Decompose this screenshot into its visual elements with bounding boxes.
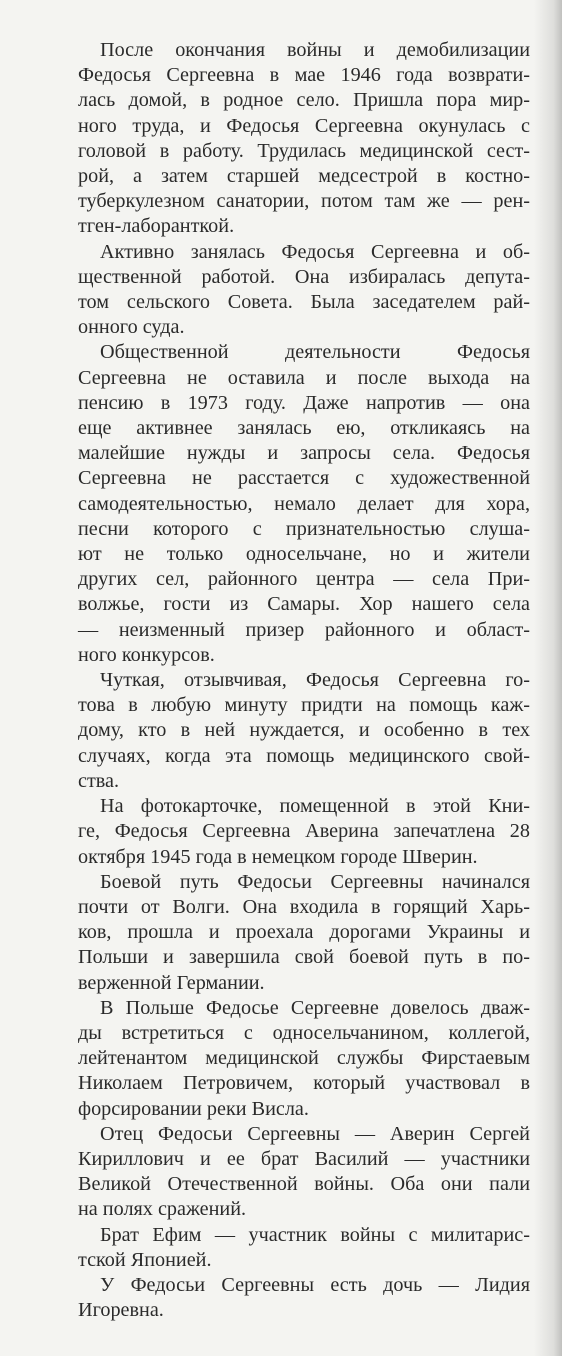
paragraph bbox=[78, 668, 530, 794]
text-line: онного суда. bbox=[78, 316, 185, 339]
paragraph bbox=[78, 870, 530, 996]
body-text bbox=[78, 38, 530, 1323]
text-line: На фотокарточке, помещенной в этой Кни- bbox=[100, 795, 530, 818]
text-line: — неизменный призер районного и област- bbox=[78, 618, 530, 641]
text-line: Боевой путь Федосьи Сергеевны начинался bbox=[100, 870, 530, 893]
text-line: Активно занялась Федосья Сергеевна и об- bbox=[100, 240, 530, 263]
paragraph bbox=[78, 1223, 530, 1273]
text-line: малейшие нужды и запросы села. Федосья bbox=[78, 442, 530, 465]
text-line: других сел, районного центра — села При- bbox=[78, 568, 530, 591]
text-line: Чуткая, отзывчивая, Федосья Сергеевна го- bbox=[100, 669, 530, 692]
text-line: това в любую минуту придти на помощь каж- bbox=[78, 694, 530, 717]
text-line: ге, Федосья Сергеевна Аверина запечатлена 28 bbox=[78, 820, 530, 843]
text-line: дому, кто в ней нуждается, и особенно в тех bbox=[78, 719, 530, 742]
text-line: ды встретиться с односельчанином, коллегой, bbox=[78, 1021, 530, 1044]
text-line: Сергеевна не расстается с художественной bbox=[78, 467, 530, 490]
text-line: головой в работу. Трудилась медицинской сест- bbox=[78, 139, 530, 162]
text-line: тген-лаборанткой. bbox=[78, 215, 235, 238]
text-line: том сельского Совета. Была заседателем рай- bbox=[78, 291, 530, 314]
text-line: Отец Федосьи Сергеевны — Аверин Сергей bbox=[100, 1122, 530, 1145]
text-line: ства. bbox=[78, 769, 120, 792]
text-line: Кириллович и ее брат Василий — участники bbox=[78, 1147, 530, 1170]
text-line: туберкулезном санатории, потом там же — рен- bbox=[78, 190, 530, 213]
paragraph bbox=[78, 38, 530, 240]
text-line: Федосья Сергеевна в мае 1946 года возврати- bbox=[78, 64, 530, 87]
text-line: Брат Ефим — участник войны с милитарис- bbox=[100, 1223, 530, 1246]
text-line: Николаем Петровичем, который участвовал в bbox=[78, 1072, 530, 1095]
text-line: на полях сражений. bbox=[78, 1198, 247, 1221]
text-line: После окончания войны и демобилизации bbox=[100, 39, 530, 61]
text-line: октября 1945 года в немецком городе Шверин. bbox=[78, 845, 478, 868]
paragraph bbox=[78, 794, 530, 870]
text-line: случаях, когда эта помощь медицинского свой- bbox=[78, 744, 530, 767]
paragraph bbox=[78, 1273, 530, 1323]
text-line: У Федосьи Сергеевны есть дочь — Лидия bbox=[100, 1273, 530, 1296]
paragraph bbox=[78, 340, 530, 668]
text-line: щественной работой. Она избиралась депута- bbox=[78, 265, 530, 288]
text-line: Общественной деятельности Федосья bbox=[100, 341, 530, 364]
text-line: рой, а затем старшей медсестрой в костно- bbox=[78, 165, 530, 188]
text-line: лейтенантом медицинской службы Фирстаевым bbox=[78, 1047, 530, 1070]
text-line: Великой Отечественной войны. Оба они пали bbox=[78, 1173, 530, 1196]
text-line: верженной Германии. bbox=[78, 971, 265, 994]
text-line: ного конкурсов. bbox=[78, 643, 215, 666]
text-line: пенсию в 1973 году. Даже напротив — она bbox=[78, 391, 530, 414]
text-line: самодеятельностью, немало делает для хора, bbox=[78, 492, 530, 515]
text-line: почти от Волги. Она входила в горящий Харь- bbox=[78, 895, 530, 918]
text-line: Игоревна. bbox=[78, 1299, 164, 1322]
text-line: ют не только односельчане, но и жители bbox=[78, 543, 530, 566]
paragraph bbox=[78, 996, 530, 1122]
text-line: В Польше Федосье Сергеевне довелось дваж- bbox=[100, 996, 530, 1019]
text-line: ков, прошла и проехала дорогами Украины и bbox=[78, 921, 530, 944]
text-line: лась домой, в родное село. Пришла пора мир- bbox=[78, 89, 530, 112]
text-line: Сергеевна не оставила и после выхода на bbox=[78, 366, 530, 389]
text-line: Польши и завершила свой боевой путь в по- bbox=[78, 946, 530, 969]
text-line: волжье, гости из Самары. Хор нашего села bbox=[78, 593, 530, 616]
text-line: тской Японией. bbox=[78, 1248, 212, 1271]
paragraph bbox=[78, 240, 530, 341]
text-line: еще активнее занялась ею, откликаясь на bbox=[78, 417, 530, 440]
text-line: форсировании реки Висла. bbox=[78, 1097, 309, 1120]
paragraph bbox=[78, 1122, 530, 1223]
page-edge-shadow bbox=[534, 0, 562, 1356]
text-line: ного труда, и Федосья Сергеевна окунулась с bbox=[78, 114, 530, 137]
text-line: песни которого с признательностью слуша- bbox=[78, 517, 530, 540]
